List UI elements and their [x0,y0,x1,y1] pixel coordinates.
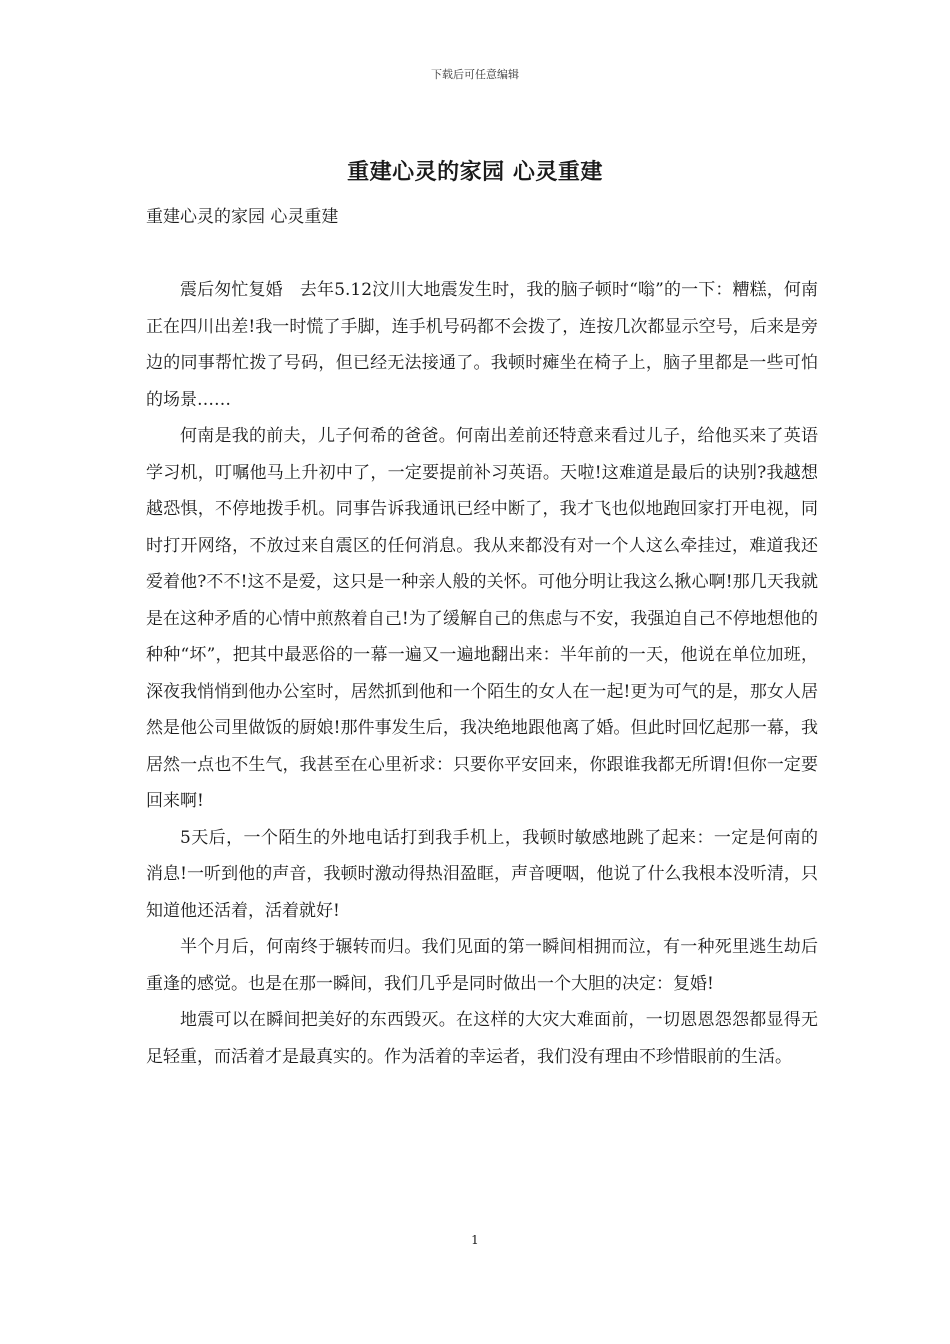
paragraph: 地震可以在瞬间把美好的东西毁灭。在这样的大灾大难面前，一切恩恩怨怨都显得无足轻重，而活着才是最真实的。作为活着的幸运者，我们没有理由不珍惜眼前的生活。 [146,1010,818,1067]
document-title: 重建心灵的家园 心灵重建 [347,159,603,185]
page-number: 1 [471,1233,479,1247]
document-body [146,272,818,1075]
paragraph: 何南是我的前夫，儿子何希的爸爸。何南出差前还特意来看过儿子，给他买来了英语学习机，叮嘱他马上升初中了，一定要提前补习英语。天啦!这难道是最后的诀别?我越想越恐惧，不停地拨手机。同事告诉我通讯已经中断了，我才飞也似地跑回家打开电视，同时打开网络，不放过来自震区的任何消息。我从来都没有对一个人这么牵挂过，难道我还爱着他?不不!这不是爱，这只是一种亲人般的关怀。可他分明让我这么揪心啊!那几天我就是在这种矛盾的心情中煎熬着自己!为了缓解自己的焦虑与不安，我强迫自己不停地想他的种种“坏”，把其中最恶俗的一幕一遍又一遍地翻出来：半年前的一天，他说在单位加班，深夜我悄悄到他办公室时，居然抓到他和一个陌生的女人在一起!更为可气的是，那女人居然是他公司里做饭的厨娘!那件事发生后，我决绝地跟他离了婚。但此时回忆起那一幕，我居然一点也不生气，我甚至在心里祈求：只要你平安回来，你跟谁我都无所谓!但你一定要回来啊! [146,426,818,811]
document-subtitle: 重建心灵的家园 心灵重建 [146,207,339,227]
paragraph: 震后匆忙复婚 去年5.12汶川大地震发生时，我的脑子顿时“嗡”的一下：糟糕，何南正在四川出差!我一时慌了手脚，连手机号码都不会拨了，连按几次都显示空号，后来是旁边的同事帮忙拨了号码，但已经无法接通了。我顿时瘫坐在椅子上，脑子里都是一些可怕的场景…… [146,280,818,410]
paragraph: 5天后，一个陌生的外地电话打到我手机上，我顿时敏感地跳了起来：一定是何南的消息!一听到他的声音，我顿时激动得热泪盈眶，声音哽咽，他说了什么我根本没听清，只知道他还活着，活着就好! [146,827,818,921]
page-header: 下载后可任意编辑 [431,68,519,81]
paragraph: 半个月后，何南终于辗转而归。我们见面的第一瞬间相拥而泣，有一种死里逃生劫后重逢的感觉。也是在那一瞬间，我们几乎是同时做出一个大胆的决定：复婚! [146,937,818,994]
